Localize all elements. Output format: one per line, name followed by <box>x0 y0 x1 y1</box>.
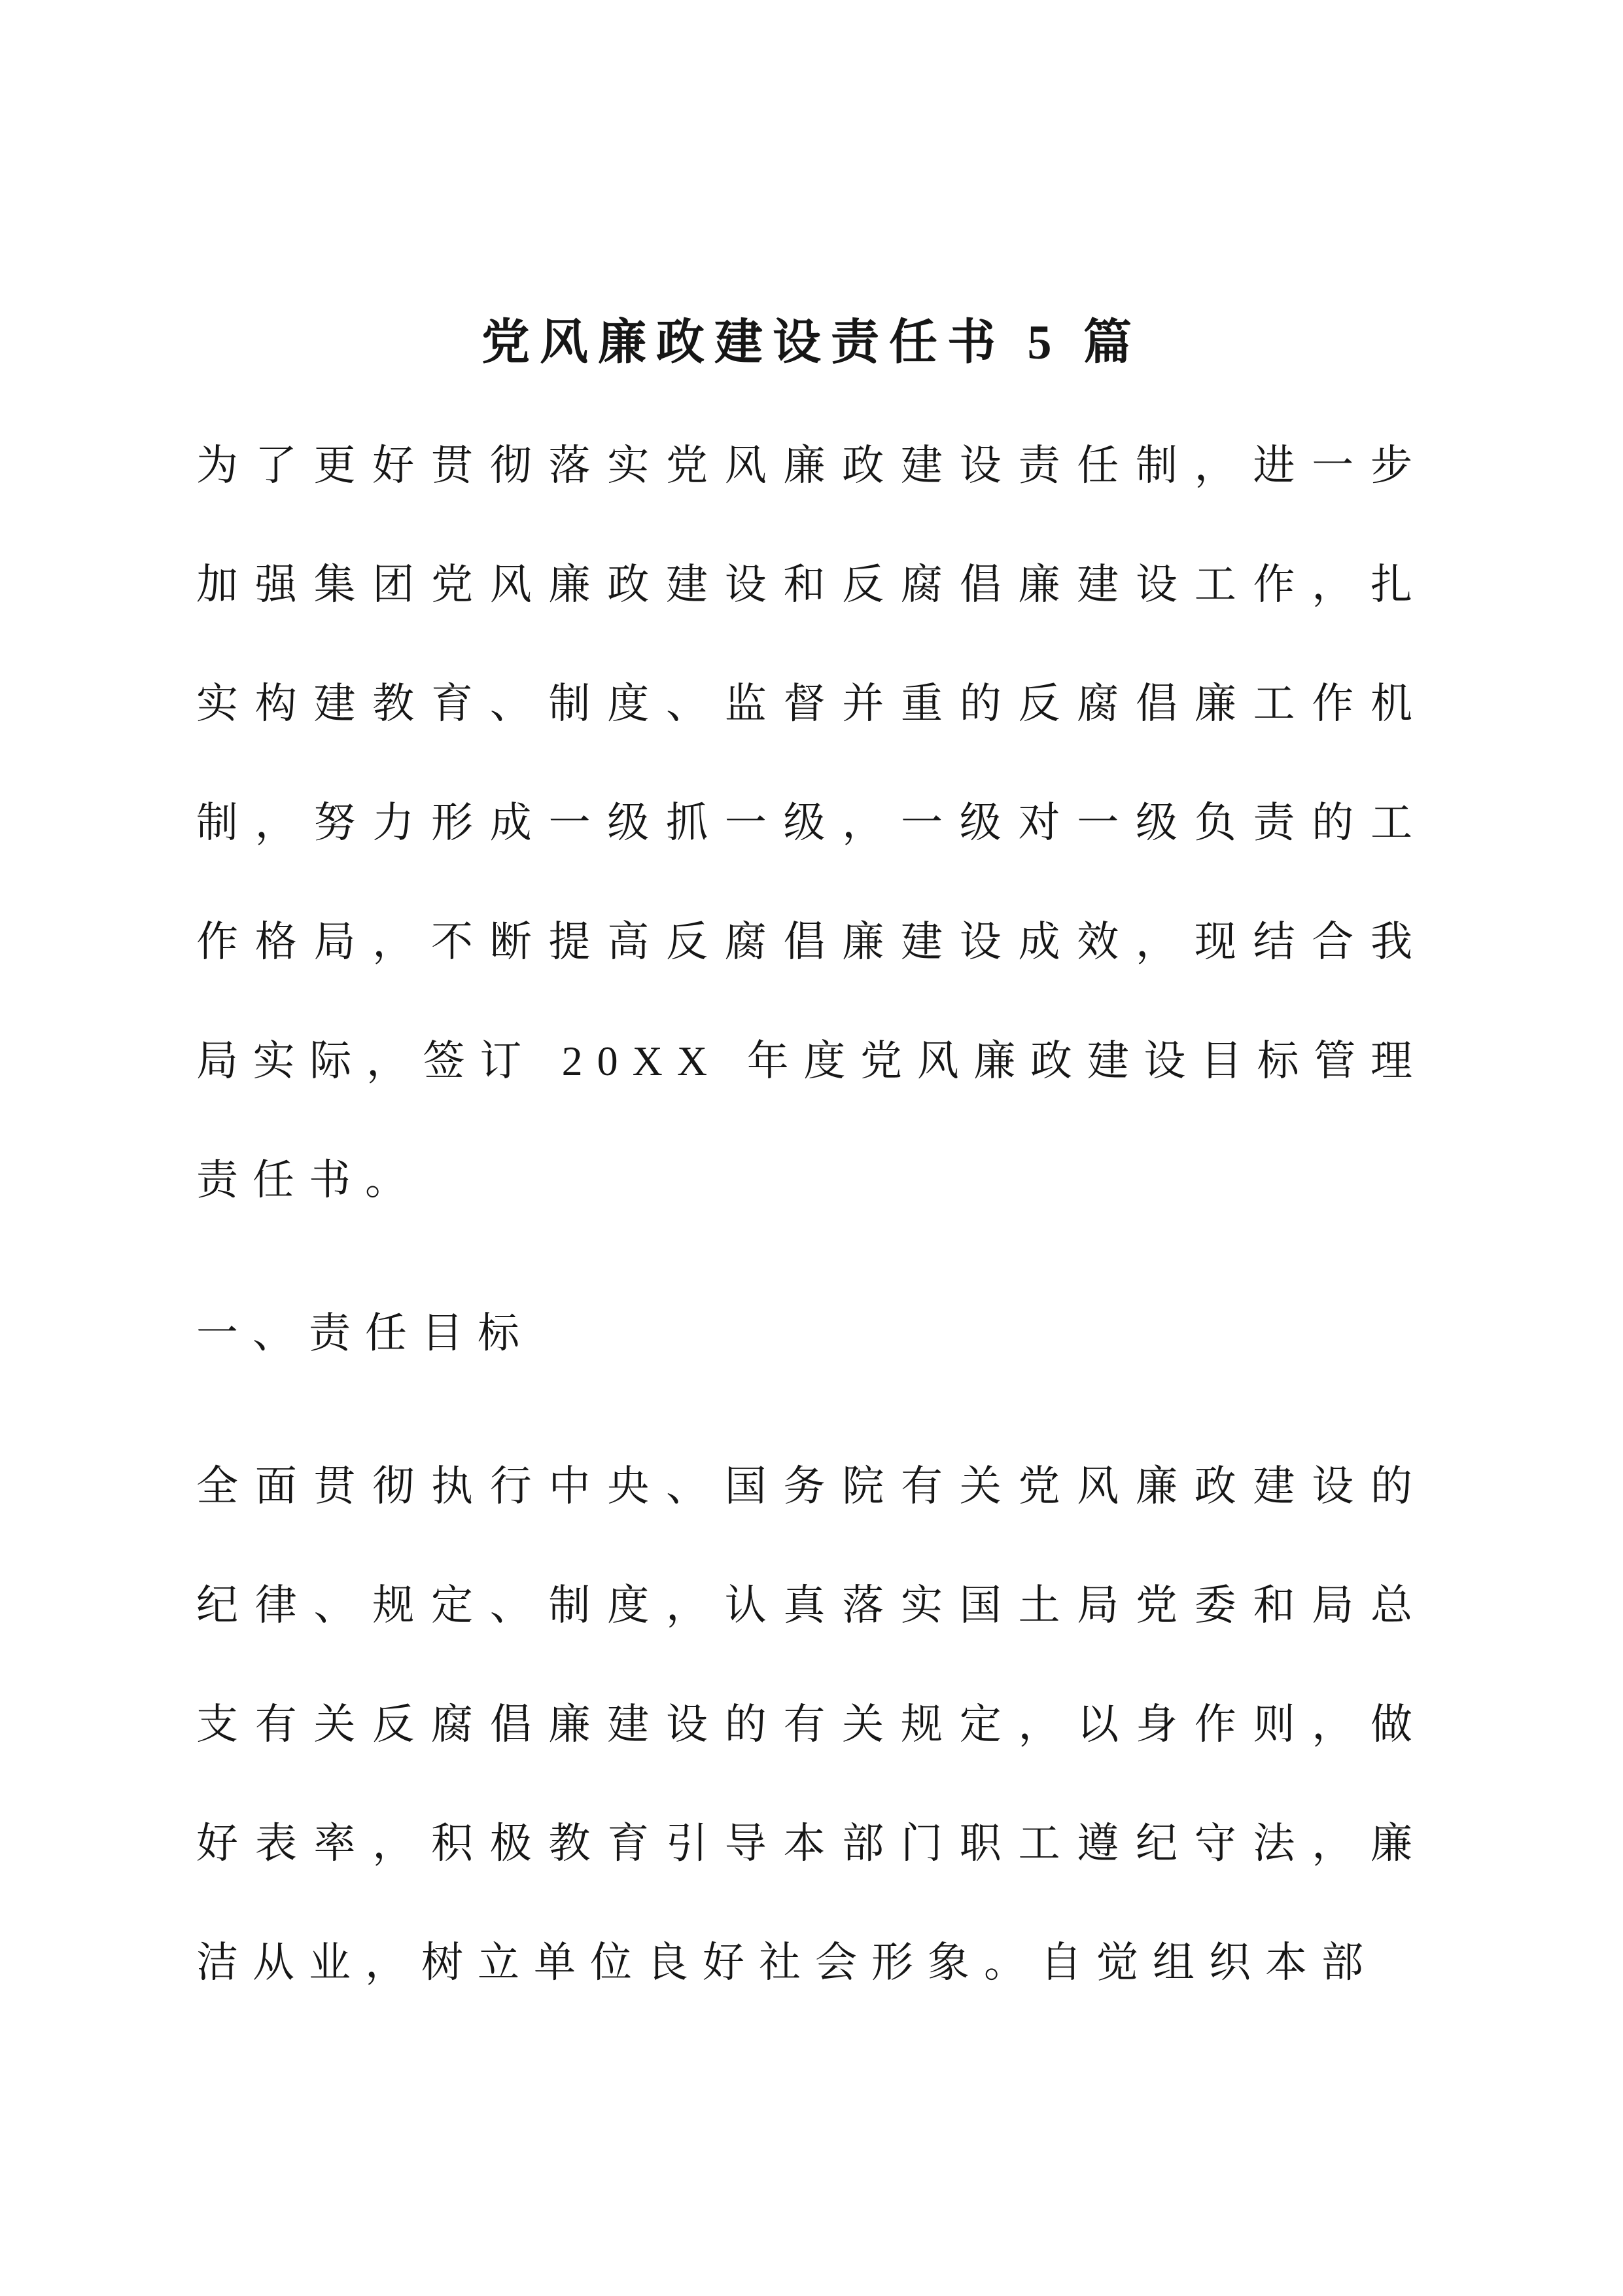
paragraph-intro: 为了更好贯彻落实党风廉政建设责任制，进一步加强集团党风廉政建设和反腐倡廉建设工作，扎实构建教育、制度、监督并重的反腐倡廉工作机制，努力形成一级抓一级，一级对一级负责的工作格局，不断提高反腐倡廉建设成效，现结合我局实际，签订 20XX 年度党风廉政建设目标管理责任书。 <box>196 442 1427 1203</box>
paragraph-responsibility-goals: 全面贯彻执行中央、国务院有关党风廉政建设的纪律、规定、制度，认真落实国土局党委和局总支有关反腐倡廉建设的有关规定，以身作则，做好表率，积极教育引导本部门职工遵纪守法，廉洁从业，树立单位良好社会形象。自觉组织本部 <box>196 1463 1427 1986</box>
document-title: 党风廉政建设责任书 5 篇 <box>481 316 1142 370</box>
section-heading-responsibility-goals: 一、责任目标 <box>196 1310 534 1356</box>
